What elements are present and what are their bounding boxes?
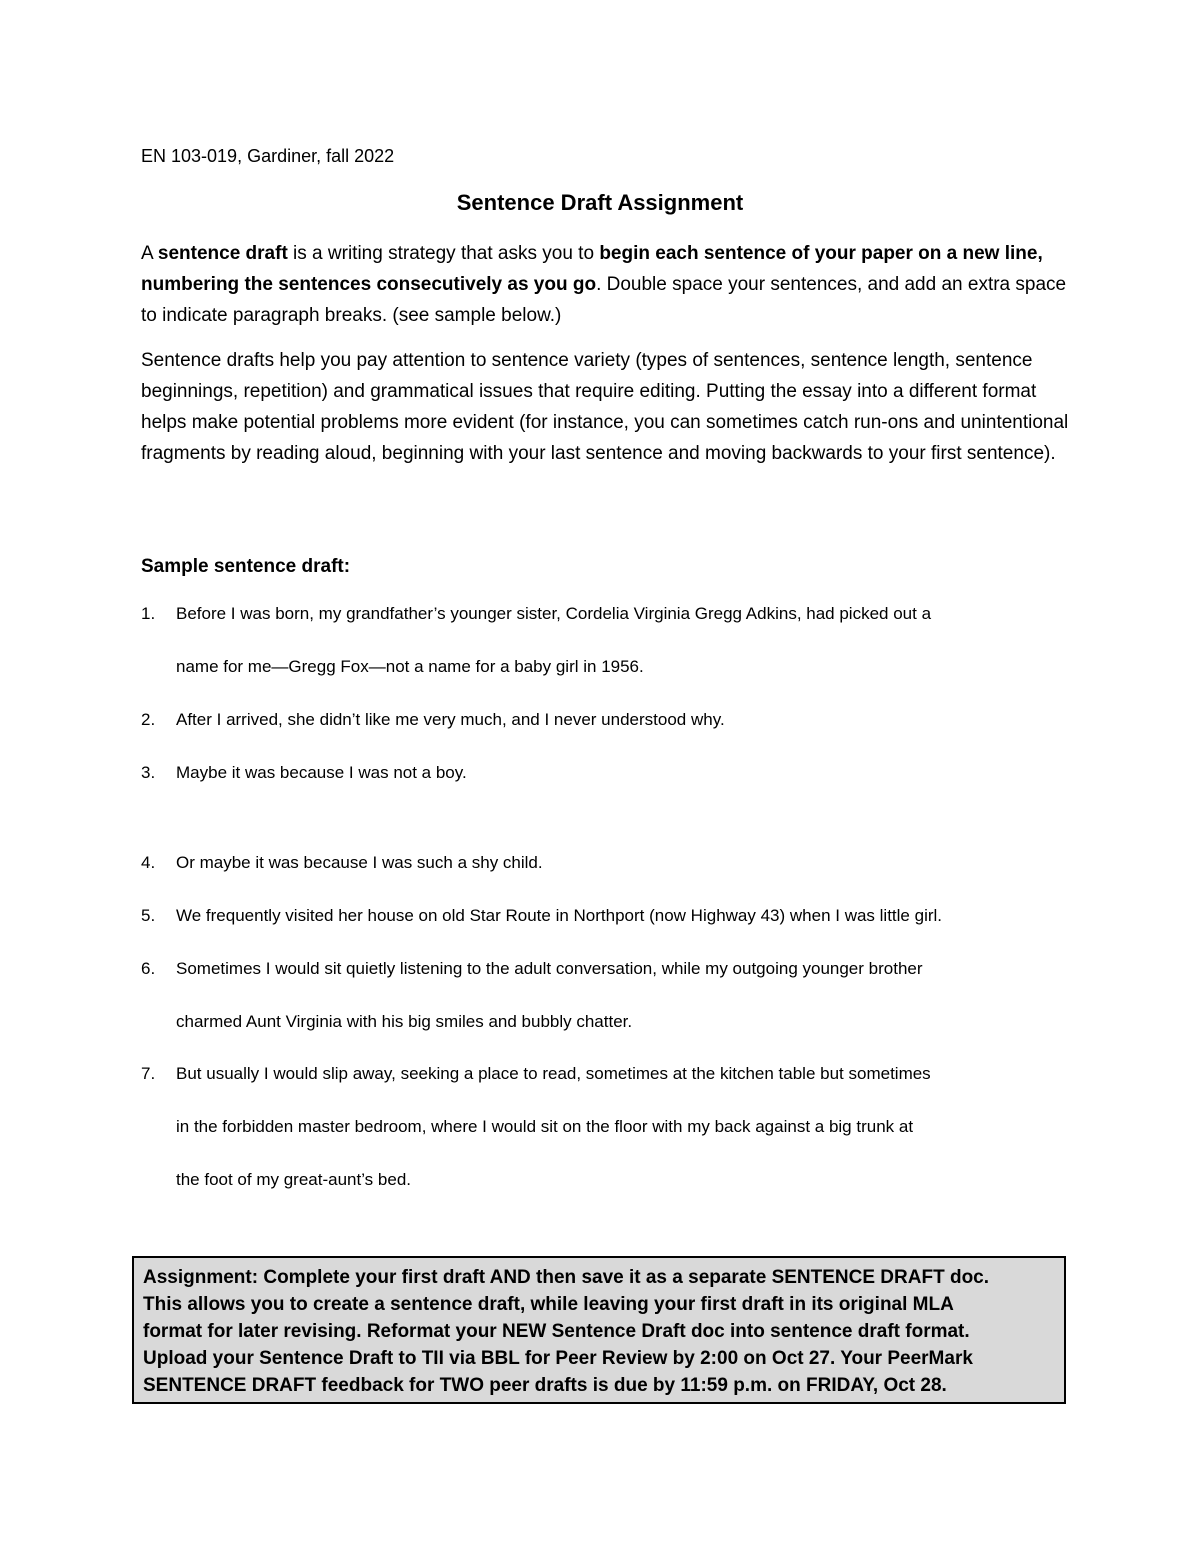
sentence-line: We frequently visited her house on old Star Route in Northport (now Highway 43) when I was little girl. <box>176 906 943 925</box>
sentence-number: 5. <box>141 906 156 925</box>
sentence-line: Maybe it was because I was not a boy. <box>176 763 467 782</box>
assignment-line: SENTENCE DRAFT feedback for TWO peer drafts is due by 11:59 p.m. on FRIDAY, Oct 28. <box>143 1375 947 1396</box>
course-line: EN 103-019, Gardiner, fall 2022 <box>141 146 395 166</box>
sentence-line: Sometimes I would sit quietly listening to the adult conversation, while my outgoing younger brother <box>176 959 923 978</box>
sentence-line: in the forbidden master bedroom, where I would sit on the floor with my back against a big trunk at <box>176 1117 914 1136</box>
sentence-number: 3. <box>141 763 156 782</box>
intro-paragraph-1 <box>141 238 1081 331</box>
intro-p1-term: sentence draft <box>157 243 288 264</box>
assignment-box <box>132 1256 1066 1404</box>
sentence-number: 2. <box>141 710 156 729</box>
assignment-line: format for later revising. Reformat your NEW Sentence Draft doc into sentence draft format. <box>143 1321 970 1342</box>
sample-heading: Sample sentence draft: <box>141 556 351 577</box>
page-title: Sentence Draft Assignment <box>456 190 744 215</box>
sentence-line: After I arrived, she didn’t like me very much, and I never understood why. <box>176 710 725 729</box>
sentence-line: name for me—Gregg Fox—not a name for a baby girl in 1956. <box>176 657 644 676</box>
intro-p1-c: is a writing strategy that asks you to <box>287 243 600 264</box>
intro-p1-a: A <box>141 243 158 264</box>
intro-p1-instruction: begin each sentence of your paper on a new line, numbering the sentences consecutively as you go <box>141 243 1043 295</box>
sentence-line: the foot of my great-aunt’s bed. <box>176 1170 411 1189</box>
sentence-line: Before I was born, my grandfather’s younger sister, Cordelia Virginia Gregg Adkins, had picked out a <box>176 604 932 623</box>
assignment-line: This allows you to create a sentence draft, while leaving your first draft in its original MLA <box>143 1294 954 1315</box>
intro-p1-e: . Double space your sentences, and add an extra space to indicate paragraph breaks. (see sample below.) <box>141 274 1067 326</box>
assignment-line: Assignment: Complete your first draft AND then save it as a separate SENTENCE DRAFT doc. <box>143 1267 990 1288</box>
sentence-line: But usually I would slip away, seeking a place to read, sometimes at the kitchen table but sometimes <box>176 1064 931 1083</box>
sentence-number: 6. <box>141 959 156 978</box>
intro-paragraph-2: Sentence drafts help you pay attention to sentence variety (types of sentences, sentence length, sentence beginnings, repetition) and grammatical issues that require editing. Putting the essay into a different format helps make potential problems more evident (for instance, you can sometimes catch run-ons and unintentional fragments by reading aloud, beginning with your last sentence and moving backwards to your first sentence). <box>141 350 1069 464</box>
sentence-line: charmed Aunt Virginia with his big smiles and bubbly chatter. <box>176 1012 633 1031</box>
sentence-number: 4. <box>141 853 156 872</box>
assignment-line: Upload your Sentence Draft to TII via BBL for Peer Review by 2:00 on Oct 27. Your PeerMark <box>143 1348 973 1369</box>
sentence-number: 7. <box>141 1064 156 1083</box>
sentence-line: Or maybe it was because I was such a shy child. <box>176 853 543 872</box>
sentence-number: 1. <box>141 604 156 623</box>
